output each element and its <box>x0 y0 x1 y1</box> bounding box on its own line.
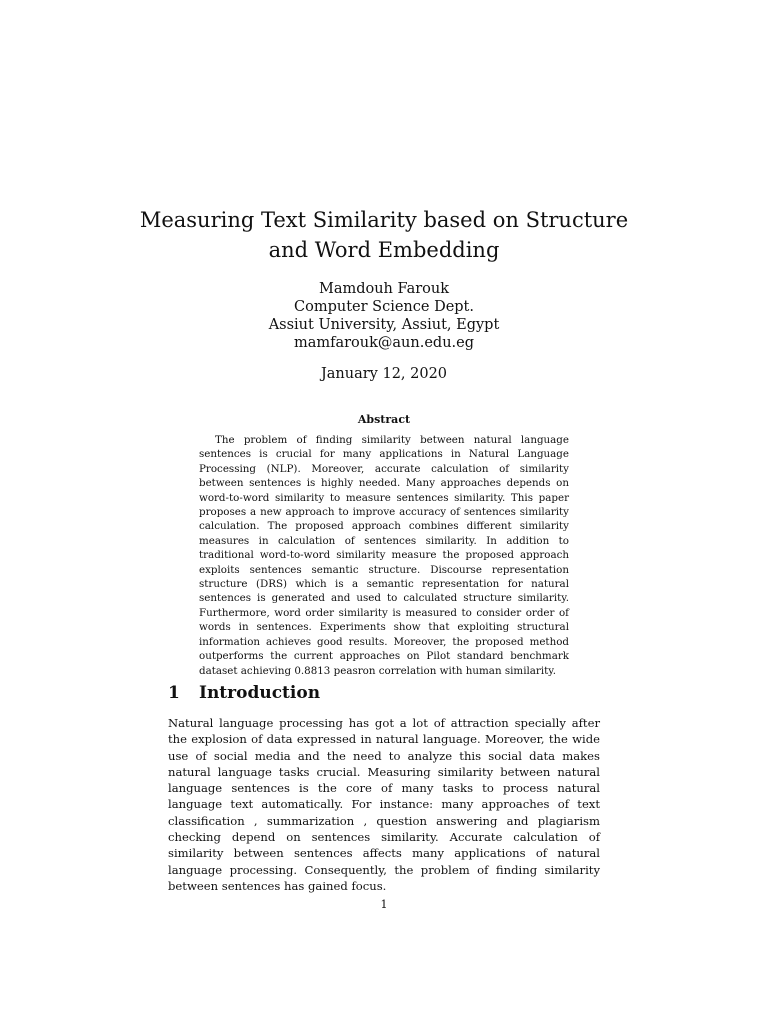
introduction-text: Natural language processing has got a lot of attraction specially after the explosion of data expressed in natural language. Moreover, the wide use of social media and the need to analyze this social data makes natural language tasks crucial. Measuring similarity between natural language sentences is the core of many tasks to process natural language text automatically. For instance: many approaches of text classification , summarization , question answering and plagiarism checking depend on sentences similarity. Accurate calculation of similarity between sentences affects many applications of natural language processing. Consequently, the problem of finding similarity between sentences has gained focus. <box>168 716 600 893</box>
section-title: Introduction <box>199 683 321 703</box>
paper-date: January 12, 2020 <box>320 366 448 382</box>
author-department: Computer Science Dept. <box>294 299 474 315</box>
author-block <box>160 280 608 352</box>
section-number: 1 <box>168 683 180 703</box>
page-number: 1 <box>380 898 388 911</box>
author-email: mamfarouk@aun.edu.eg <box>293 335 475 351</box>
author-name: Mamdouh Farouk <box>318 281 450 297</box>
section-heading <box>168 682 320 704</box>
author-affiliation: Assiut University, Assiut, Egypt <box>268 317 500 333</box>
paper-title: Measuring Text Similarity based on Structure and Word Embedding <box>139 208 629 262</box>
abstract-heading: Abstract <box>357 413 411 426</box>
abstract-text: The problem of finding similarity between natural language sentences is crucial for many applications in Natural Language Processing (NLP). Moreover, accurate calculation of similarity between sentences is highly needed. Many approaches depends on word-to-word similarity to measure sentences similarity. This paper proposes a new approach to improve accuracy of sentences similarity calculation. The proposed approach combines different similarity measures in calculation of sentences similarity. In addition to traditional word-to-word similarity measure the proposed approach exploits sentences semantic structure. Discourse representation structure (DRS) which is a semantic representation for natural sentences is generated and used to calculated structure similarity. Furthermore, word order similarity is measured to consider order of words in sentences. Experiments show that exploiting structural information achieves good results. Moreover, the proposed method outperforms the current approaches on Pilot standard benchmark dataset achieving 0.8813 peasron correlation with human similarity. <box>199 434 569 677</box>
